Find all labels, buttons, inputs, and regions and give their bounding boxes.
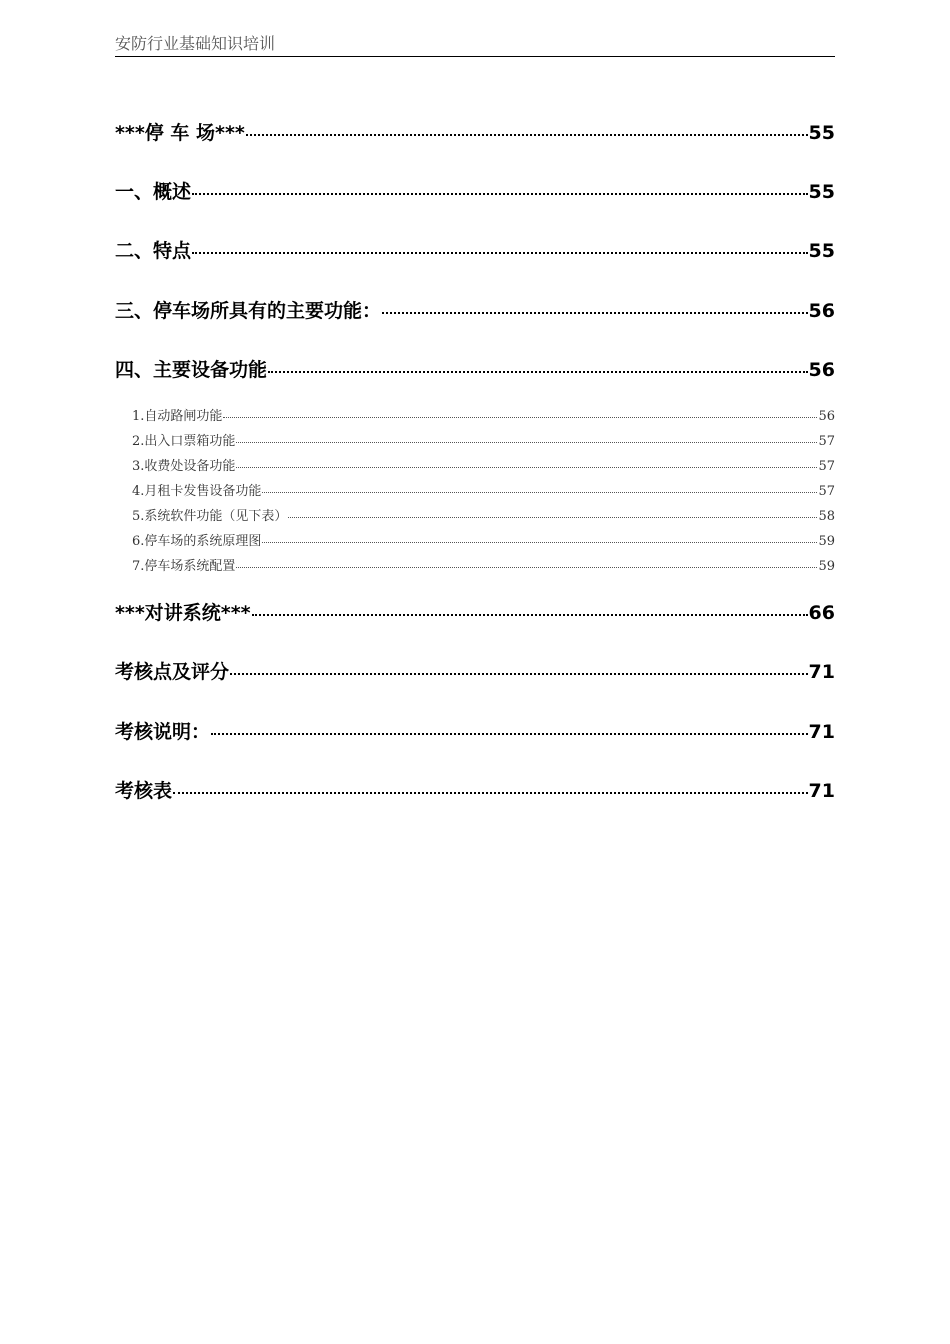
toc-entry-page: 71 [808, 661, 835, 683]
toc-entry-page: 66 [808, 602, 835, 624]
toc-entry[interactable] [115, 598, 835, 625]
toc-entry-page: 55 [808, 181, 835, 203]
toc-entry-label: 一、概述 [115, 181, 192, 203]
toc-entry-page: 55 [808, 122, 835, 144]
running-header: 安防行业基础知识培训 [115, 34, 835, 57]
toc-subentry-page: 56 [818, 409, 835, 424]
toc-entry-page: 56 [808, 359, 835, 381]
toc-leader-dots [211, 733, 808, 735]
toc-subentry[interactable] [132, 480, 835, 499]
toc-entry-label: 四、主要设备功能 [115, 359, 268, 381]
toc-entry-label: ***停 车 场*** [115, 122, 245, 144]
toc-leader-dots [252, 614, 808, 616]
toc-subentry-page: 57 [818, 434, 835, 449]
toc-leader-dots [236, 442, 817, 443]
toc-entry[interactable] [115, 236, 835, 263]
toc-entry-page: 71 [808, 780, 835, 802]
toc-subentry-label: 3.收费处设备功能 [132, 459, 236, 474]
toc-subentry[interactable] [132, 430, 835, 449]
toc-subentry-page: 58 [818, 509, 835, 524]
toc-entry[interactable] [115, 776, 835, 803]
toc-leader-dots [230, 673, 808, 675]
toc-entry[interactable] [115, 177, 835, 204]
toc-entry-label: 考核点及评分 [115, 661, 230, 683]
toc-subentry-page: 57 [818, 459, 835, 474]
toc-entry-label: ***对讲系统*** [115, 602, 251, 624]
toc-leader-dots [173, 792, 808, 794]
toc-entry[interactable] [115, 717, 835, 744]
toc-leader-dots [223, 417, 817, 418]
toc-entry-page: 55 [808, 240, 835, 262]
toc-leader-dots [246, 134, 808, 136]
toc-subentry-page: 59 [818, 559, 835, 574]
toc-leader-dots [262, 492, 817, 493]
toc-leader-dots [262, 542, 817, 543]
toc-leader-dots [236, 467, 817, 468]
toc-subentry-page: 57 [818, 484, 835, 499]
toc-subentry-page: 59 [818, 534, 835, 549]
toc-leader-dots [382, 312, 808, 314]
toc-subentry[interactable] [132, 405, 835, 424]
toc-entry-label: 考核说明： [115, 721, 211, 743]
toc-subentry-label: 4.月租卡发售设备功能 [132, 484, 262, 499]
toc-entry[interactable] [115, 118, 835, 145]
toc-subentry[interactable] [132, 505, 835, 524]
toc-subentry-label: 5.系统软件功能（见下表） [132, 509, 288, 524]
toc-leader-dots [288, 517, 817, 518]
toc-entry[interactable] [115, 296, 835, 323]
toc-subentry[interactable] [132, 455, 835, 474]
toc-entry-page: 71 [808, 721, 835, 743]
toc-subentry[interactable] [132, 530, 835, 549]
toc-leader-dots [236, 567, 817, 568]
toc-entry-page: 56 [808, 300, 835, 322]
toc-entry-label: 二、特点 [115, 240, 192, 262]
toc-leader-dots [192, 193, 808, 195]
toc-subentry-label: 1.自动路闸功能 [132, 409, 223, 424]
toc-entry[interactable] [115, 657, 835, 684]
toc-subentry[interactable] [132, 555, 835, 574]
toc-entry-label: 考核表 [115, 780, 173, 802]
toc-entry[interactable] [115, 355, 835, 382]
toc-subentry-label: 2.出入口票箱功能 [132, 434, 236, 449]
toc-subentry-label: 7.停车场系统配置 [132, 559, 236, 574]
toc-entry-label: 三、停车场所具有的主要功能： [115, 300, 382, 322]
toc-leader-dots [268, 371, 808, 373]
toc-leader-dots [192, 252, 808, 254]
toc-subentry-label: 6.停车场的系统原理图 [132, 534, 262, 549]
